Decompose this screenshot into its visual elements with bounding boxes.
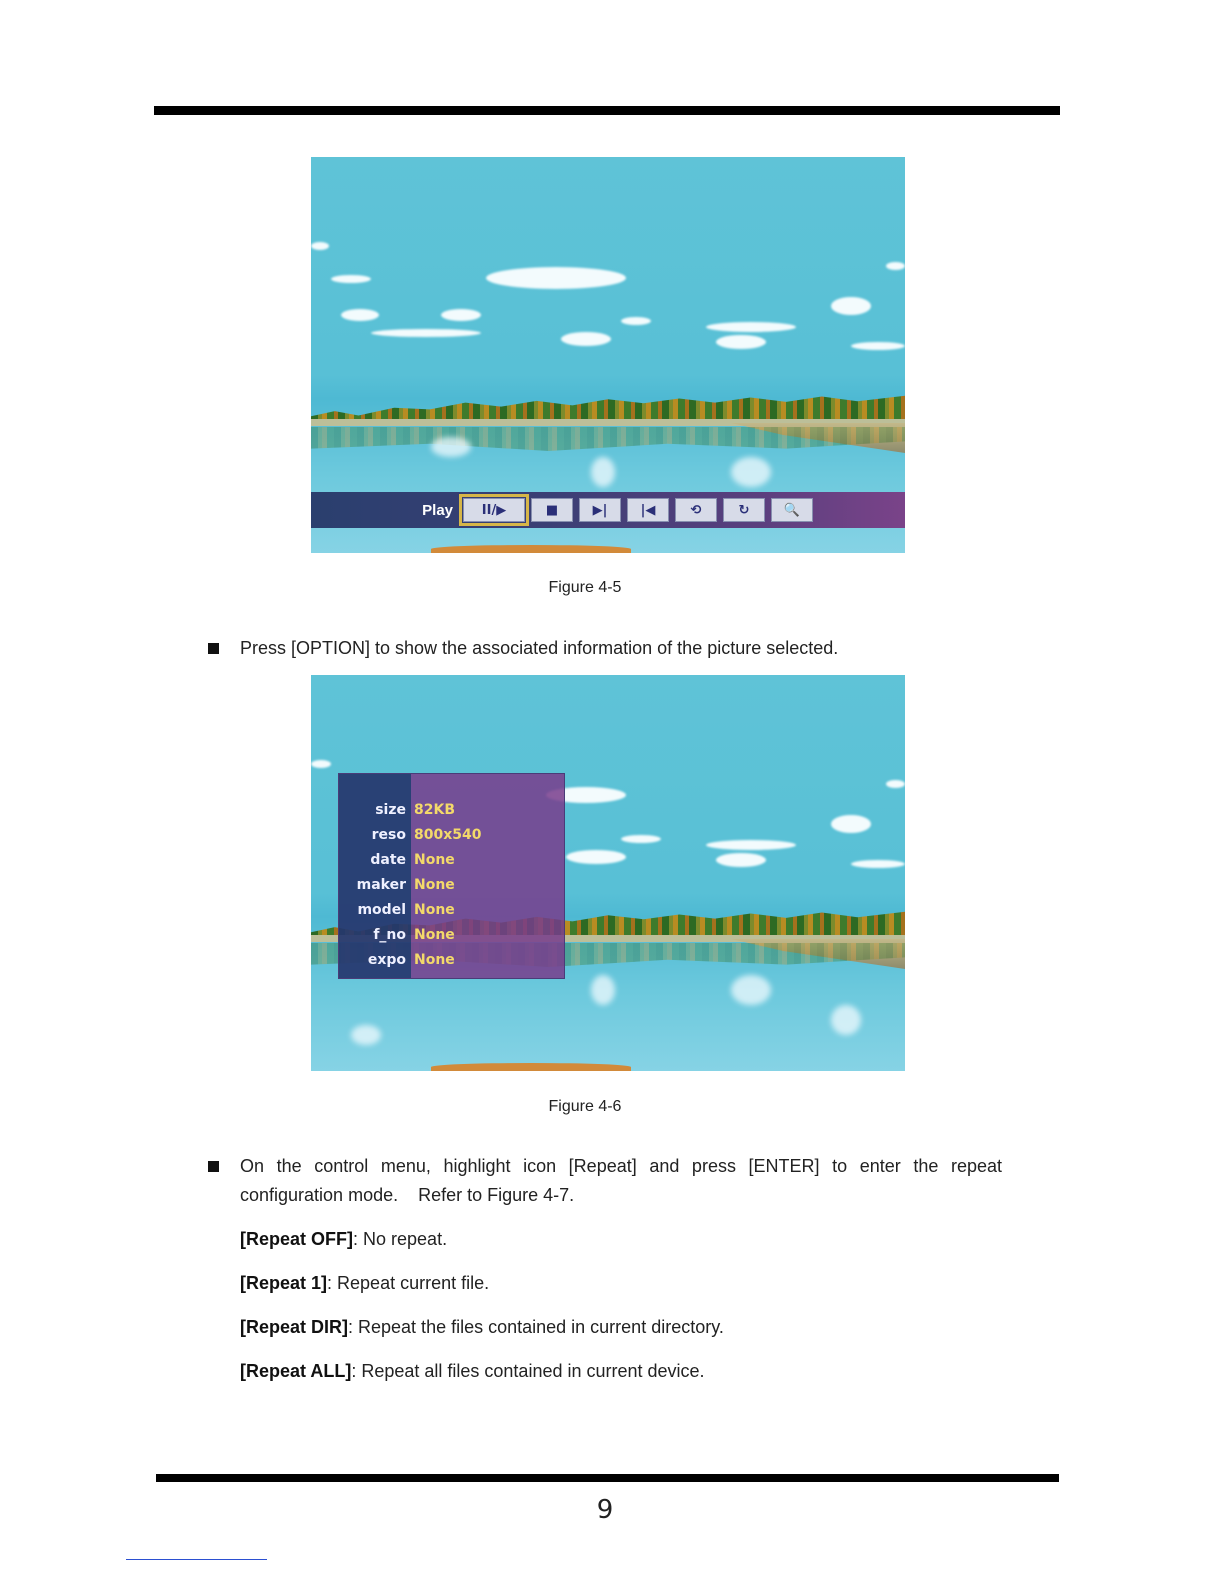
repeat-instruction-line-1: On the control menu, highlight icon [Repeat] and press [ENTER] to enter the repeat [240, 1156, 1002, 1176]
definition-repeat-1 [240, 1273, 489, 1294]
definition-desc: : No repeat. [353, 1229, 448, 1249]
definition-term: [Repeat DIR] [240, 1317, 349, 1337]
repeat-button[interactable] [675, 498, 717, 522]
footer-link-underline [126, 1559, 267, 1560]
definition-term: [Repeat 1] [240, 1273, 328, 1293]
next-icon: ▶| [592, 502, 608, 518]
info-value-reso: 800x540 [414, 827, 482, 843]
rotate-button[interactable] [723, 498, 765, 522]
info-value-f-no: None [414, 927, 455, 943]
info-keys-column [339, 774, 411, 978]
info-value-maker: None [414, 877, 455, 893]
info-value-date: None [414, 852, 455, 868]
rotate-icon: ↻ [738, 502, 750, 518]
info-key-maker: maker [356, 877, 406, 893]
next-button[interactable] [579, 498, 621, 522]
definition-repeat-off [240, 1229, 447, 1250]
page-number: 9 [596, 1495, 614, 1525]
figure-4-6-screenshot [311, 675, 905, 1071]
previous-icon: |◀ [640, 502, 656, 518]
info-key-model: model [357, 902, 406, 918]
definition-desc: : Repeat all files contained in current device. [351, 1361, 705, 1381]
repeat-instruction [240, 1152, 1002, 1210]
info-value-expo: None [414, 952, 455, 968]
definition-term: [Repeat OFF] [240, 1229, 354, 1249]
control-bar-label: Play [422, 501, 453, 519]
play-pause-button[interactable] [463, 498, 525, 522]
figure-4-5-caption: Figure 4-5 [548, 579, 622, 596]
bullet-square-icon [208, 1161, 219, 1172]
control-bar [311, 492, 905, 528]
repeat-instruction-line-2: configuration mode. Refer to Figure 4-7. [240, 1185, 575, 1205]
option-instruction: Press [OPTION] to show the associated information of the picture selected. [240, 638, 839, 658]
zoom-icon: 🔍 [783, 502, 801, 518]
stop-icon: ■ [545, 502, 559, 518]
figure-4-6-caption: Figure 4-6 [548, 1098, 622, 1115]
info-key-reso: reso [371, 827, 406, 843]
info-key-date: date [370, 852, 406, 868]
definition-desc: : Repeat the files contained in current directory. [348, 1317, 724, 1337]
definition-repeat-all [240, 1361, 705, 1382]
figure-4-5-screenshot [311, 157, 905, 553]
picture-info-panel [338, 773, 565, 979]
info-key-size: size [375, 802, 406, 818]
definition-repeat-dir [240, 1317, 724, 1338]
stop-button[interactable] [531, 498, 573, 522]
previous-button[interactable] [627, 498, 669, 522]
footer-rule [156, 1474, 1059, 1482]
header-rule [154, 106, 1060, 115]
info-value-model: None [414, 902, 455, 918]
info-value-size: 82KB [414, 802, 456, 818]
definition-term: [Repeat ALL] [240, 1361, 352, 1381]
play-pause-icon: II/▶ [481, 502, 507, 518]
info-key-expo: expo [367, 952, 406, 968]
bullet-square-icon [208, 643, 219, 654]
definition-desc: : Repeat current file. [327, 1273, 490, 1293]
info-values-column [411, 774, 564, 978]
zoom-button[interactable] [771, 498, 813, 522]
repeat-icon: ⟲ [690, 502, 702, 518]
info-key-f-no: f_no [373, 927, 406, 943]
